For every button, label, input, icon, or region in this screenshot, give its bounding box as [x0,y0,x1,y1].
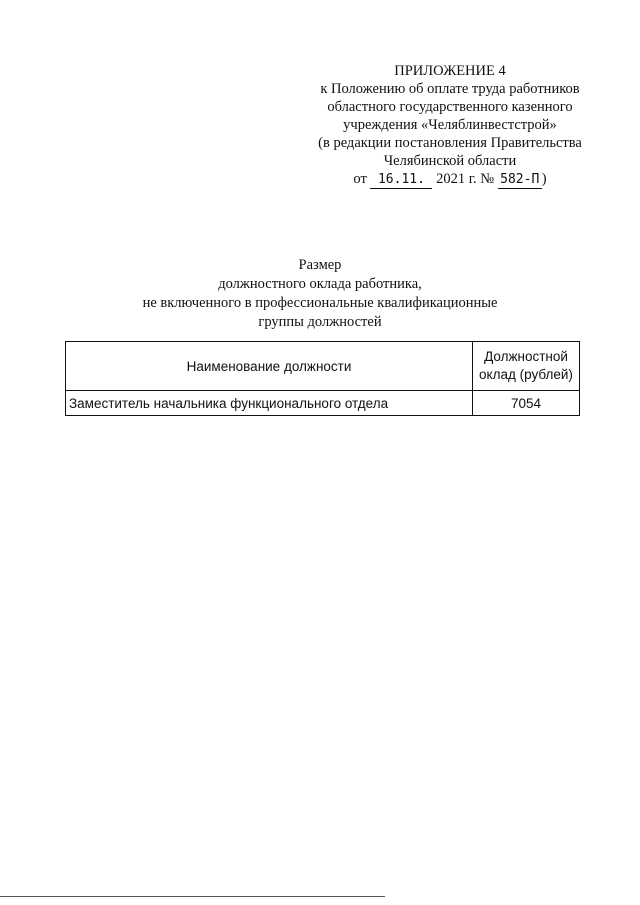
table-header-row [66,342,580,391]
appendix-line-4: (в редакции постановления Правительства [318,135,582,151]
appendix-line-3: учреждения «Челяблинвестстрой» [343,117,557,133]
date-prefix: от [353,171,367,187]
appendix-line-2: областного государственного казенного [327,99,573,115]
appendix-title: ПРИЛОЖЕНИЕ 4 [394,63,506,79]
decree-date-line [290,170,610,189]
appendix-block [290,62,610,189]
heading-line-3: не включенного в профессиональные квалификационные [142,295,498,311]
salary-cell: 7054 [473,391,580,416]
heading-line-4: группы должностей [258,314,382,330]
table-row [66,391,580,416]
header-position-name: Наименование должности [66,342,473,391]
document-heading [100,256,540,332]
salary-table [65,341,580,416]
heading-line-1: Размер [298,257,342,273]
position-name-cell: Заместитель начальника функционального отдела [66,391,473,416]
year-text: 2021 г. № [436,171,495,187]
decree-date: 16.11. [370,172,432,189]
appendix-line-1: к Положению об оплате труда работников [320,81,580,97]
page-bottom-rule [0,896,385,897]
close-paren: ) [541,171,547,187]
header-salary-line-2: оклад (рублей) [479,367,573,382]
header-salary-line-1: Должностной [484,349,568,364]
decree-number: 582-П [498,172,542,189]
heading-line-2: должностного оклада работника, [218,276,422,292]
appendix-line-5: Челябинской области [383,153,517,169]
header-salary [473,342,580,391]
